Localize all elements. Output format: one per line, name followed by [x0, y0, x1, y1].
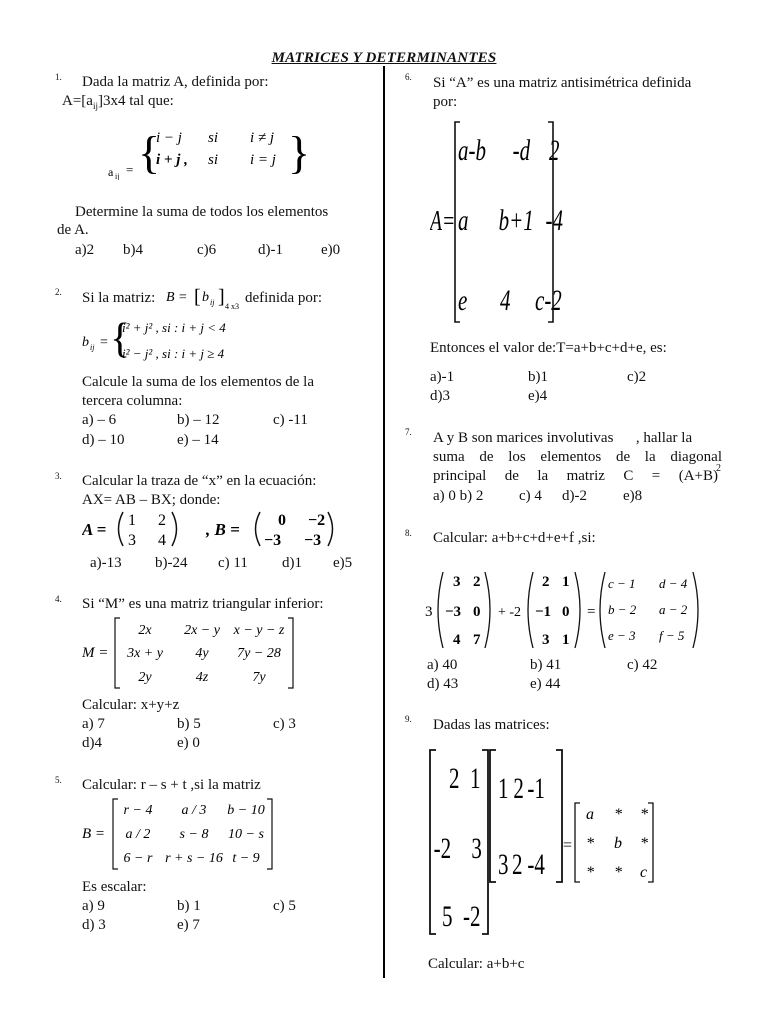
q3-matrices-a-b: [82, 508, 362, 550]
svg-text:A =: A =: [82, 520, 107, 539]
svg-text:−3: −3: [264, 532, 282, 549]
svg-text:0: 0: [562, 604, 570, 620]
svg-text:3: 3: [471, 831, 482, 865]
q5-number: 5.: [55, 775, 62, 785]
svg-text:1: 1: [128, 512, 136, 529]
svg-text:]: ]: [218, 286, 225, 308]
svg-text:i = j: i = j: [250, 152, 276, 168]
svg-text:si: si: [208, 130, 219, 146]
q1-opt-c: c)6: [197, 242, 217, 258]
svg-text:2: 2: [512, 847, 523, 881]
svg-text:−3: −3: [445, 604, 462, 620]
svg-text:r + s − 16: r + s − 16: [165, 851, 223, 866]
q6-opt-c: c)2: [627, 369, 647, 385]
svg-text:a: a: [458, 203, 469, 237]
q1-text1: Determine la suma de todos los elementos: [75, 204, 329, 220]
q5-opt-d: d) 3: [82, 917, 106, 933]
q2-opt-b: b) – 12: [177, 412, 220, 428]
svg-text:2: 2: [449, 761, 460, 795]
q3-line1: Calcular la traza de “x” en la ecuación:: [82, 473, 317, 489]
svg-text:B =: B =: [82, 826, 106, 842]
q5-matrix-b: [82, 796, 282, 872]
svg-text:b: b: [614, 835, 622, 852]
q4-opt-b: b) 5: [177, 716, 201, 732]
q1-text2: de A.: [57, 222, 89, 238]
q1-line1: Dada la matriz A, definida por:: [82, 74, 269, 90]
svg-text:{: {: [110, 316, 131, 362]
svg-text:=: =: [100, 335, 108, 350]
svg-text:t − 9: t − 9: [232, 851, 260, 866]
q7-exponent: 2: [716, 463, 721, 474]
svg-text:s − 8: s − 8: [179, 827, 209, 842]
q2-number: 2.: [55, 287, 62, 297]
q1-opt-a: a)2: [75, 242, 95, 258]
q2-piecewise-definition: [82, 314, 282, 368]
q6-opt-e: e)4: [528, 388, 548, 404]
svg-text:1: 1: [470, 761, 481, 795]
q9-line1: Dadas las matrices:: [433, 717, 550, 733]
svg-text:7y: 7y: [252, 670, 266, 685]
q7-opt-c: c) 4: [519, 488, 542, 504]
svg-text:a-b: a-b: [458, 133, 486, 167]
q6-matrix-a: [430, 118, 570, 328]
svg-text:2x: 2x: [138, 623, 152, 638]
svg-text:2: 2: [473, 574, 481, 590]
svg-text:b − 10: b − 10: [227, 803, 265, 818]
svg-text:1: 1: [498, 771, 509, 805]
svg-text:0: 0: [278, 512, 286, 529]
q4-opt-a: a) 7: [82, 716, 105, 732]
svg-text:*: *: [640, 806, 648, 823]
svg-text:b+1: b+1: [498, 203, 534, 237]
svg-text:2x − y: 2x − y: [184, 623, 220, 638]
q4-number: 4.: [55, 594, 62, 604]
svg-text:-4: -4: [527, 847, 545, 881]
q1-number: 1.: [55, 72, 62, 82]
svg-text:3: 3: [453, 574, 461, 590]
svg-text:7y − 28: 7y − 28: [237, 646, 281, 661]
q1-opt-d: d)-1: [258, 242, 283, 258]
q3-line2: AX= AB – BX; donde:: [82, 492, 221, 508]
q5-text: Es escalar:: [82, 879, 147, 895]
svg-text:c − 1: c − 1: [608, 576, 636, 591]
svg-text:ij: ij: [210, 298, 215, 307]
svg-text:4: 4: [500, 283, 511, 317]
q6-opt-a: a)-1: [430, 369, 455, 385]
q1-line2: $A=[a_{ij}]3x4$ tal que:: [62, 93, 174, 111]
svg-text:b: b: [82, 335, 89, 350]
q7-opt-ab: a) 0 b) 2: [433, 488, 484, 504]
q7-opt-e: e)8: [623, 488, 643, 504]
q6-opt-b: b)1: [528, 369, 548, 385]
svg-text:, B =: , B =: [206, 520, 240, 539]
q7-line1: A y B son marices involutivas , hallar la: [433, 430, 693, 446]
svg-text:e − 3: e − 3: [608, 628, 636, 643]
svg-text:x − y − z: x − y − z: [233, 623, 285, 638]
q4-calc: Calcular: x+y+z: [82, 697, 180, 713]
svg-text:f − 5: f − 5: [659, 628, 685, 643]
q5-opt-b: b) 1: [177, 898, 201, 914]
q2-matrix-b-def: [166, 284, 246, 312]
q2-text1: Calcule la suma de los elementos de la: [82, 374, 315, 390]
svg-text:4z: 4z: [195, 670, 209, 685]
q7-number: 7.: [405, 427, 412, 437]
svg-text:c: c: [640, 864, 648, 881]
q3-opt-d: d)1: [282, 555, 302, 571]
svg-text:*: *: [614, 806, 622, 823]
q8-opt-a: a) 40: [427, 657, 458, 673]
q4-opt-e: e) 0: [177, 735, 200, 751]
svg-text:2y: 2y: [138, 670, 152, 685]
svg-text:−3: −3: [304, 532, 322, 549]
q8-matrix-equation: [425, 568, 710, 652]
q9-number: 9.: [405, 714, 412, 724]
svg-text:-2: -2: [433, 831, 452, 865]
q3-opt-b: b)-24: [155, 555, 188, 571]
q3-opt-e: e)5: [333, 555, 353, 571]
q2-opt-a: a) – 6: [82, 412, 117, 428]
svg-text:=: =: [587, 604, 596, 620]
q4-opt-d: d)4: [82, 735, 102, 751]
svg-text:{: {: [138, 127, 161, 178]
svg-text:[: [: [194, 286, 201, 308]
svg-text:d − 4: d − 4: [659, 576, 688, 591]
q9-calc: Calcular: a+b+c: [428, 956, 525, 972]
svg-text:=: =: [126, 162, 134, 177]
q4-matrix-m: [82, 614, 302, 692]
q5-opt-a: a) 9: [82, 898, 105, 914]
svg-text:2: 2: [158, 512, 166, 529]
q1-opt-e: e)0: [321, 242, 341, 258]
q6-text: Entonces el valor de:T=a+b+c+d+e, es:: [430, 340, 667, 356]
svg-text:}: }: [288, 127, 311, 178]
svg-text:-1: -1: [527, 771, 545, 805]
svg-text:−2: −2: [308, 512, 326, 529]
svg-text:-4: -4: [545, 203, 563, 237]
q7-line2: suma de los elementos de la diagonal: [433, 449, 722, 465]
svg-text:si: si: [208, 152, 219, 168]
svg-text:3: 3: [425, 604, 433, 620]
svg-text:*: *: [586, 835, 594, 852]
q3-number: 3.: [55, 471, 62, 481]
svg-text:i² − j² , si : i + j ≥ 4: i² − j² , si : i + j ≥ 4: [122, 346, 225, 361]
svg-text:5: 5: [442, 899, 453, 933]
q8-line1: Calcular: a+b+c+d+e+f ,si:: [433, 530, 596, 546]
q2-opt-c: c) -11: [273, 412, 308, 428]
q5-opt-c: c) 5: [273, 898, 296, 914]
svg-text:*: *: [586, 864, 594, 881]
svg-text:a / 3: a / 3: [181, 803, 207, 818]
svg-text:*: *: [614, 864, 622, 881]
svg-text:*: *: [640, 835, 648, 852]
svg-text:b: b: [202, 290, 209, 305]
q3-opt-a: a)-13: [90, 555, 122, 571]
q1-aij: a: [108, 165, 114, 179]
svg-text:i² + j² , si : i + j < 4: i² + j² , si : i + j < 4: [122, 320, 226, 335]
svg-text:r − 4: r − 4: [123, 803, 153, 818]
q8-opt-c: c) 42: [627, 657, 658, 673]
svg-text:i ≠ j: i ≠ j: [250, 130, 275, 146]
svg-text:a: a: [586, 806, 594, 823]
q8-number: 8.: [405, 528, 412, 538]
svg-text:1: 1: [562, 632, 570, 648]
column-divider: [383, 66, 385, 978]
q1-opt-b: b)4: [123, 242, 143, 258]
svg-text:2: 2: [542, 574, 550, 590]
svg-text:M =: M =: [82, 645, 109, 661]
svg-text:7: 7: [473, 632, 481, 648]
svg-text:i + j ,: i + j ,: [156, 152, 188, 168]
svg-text:ij: ij: [90, 343, 95, 352]
svg-text:10 − s: 10 − s: [228, 827, 264, 842]
svg-text:a − 2: a − 2: [659, 602, 688, 617]
svg-text:4: 4: [158, 532, 166, 549]
svg-text:3: 3: [128, 532, 136, 549]
q8-opt-e: e) 44: [530, 676, 561, 692]
q6-line2: por:: [433, 94, 458, 110]
q4-opt-c: c) 3: [273, 716, 296, 732]
svg-text:2: 2: [513, 771, 524, 805]
svg-text:e: e: [458, 283, 468, 317]
q9-matrix-product: [428, 748, 663, 938]
q2-intro-rest: definida por:: [245, 290, 323, 306]
svg-text:+ -2: + -2: [498, 605, 522, 620]
q7-line3: principal de la matriz C = (A+B): [433, 468, 718, 484]
svg-text:3: 3: [542, 632, 550, 648]
q8-opt-b: b) 41: [530, 657, 562, 673]
q2-intro: Si la matriz:: [82, 290, 156, 306]
svg-text:B =: B =: [166, 290, 188, 305]
svg-text:=: =: [563, 837, 573, 854]
svg-text:4y: 4y: [195, 646, 209, 661]
svg-text:4 x3: 4 x3: [225, 302, 239, 311]
svg-text:6 − r: 6 − r: [123, 851, 153, 866]
svg-text:a / 2: a / 2: [125, 827, 151, 842]
q4-line1: Si “M” es una matriz triangular inferior:: [82, 596, 324, 612]
svg-text:−1: −1: [535, 604, 552, 620]
svg-text:3x + y: 3x + y: [127, 646, 163, 661]
q6-number: 6.: [405, 72, 412, 82]
q6-opt-d: d)3: [430, 388, 450, 404]
svg-text:0: 0: [473, 604, 481, 620]
svg-text:i − j: i − j: [156, 130, 182, 146]
q5-line1: Calcular: r – s + t ,si la matriz: [82, 777, 261, 793]
svg-text:2: 2: [549, 133, 560, 167]
q2-opt-e: e) – 14: [177, 432, 219, 448]
q2-text2: tercera columna:: [82, 393, 183, 409]
q7-opt-d: d)-2: [562, 488, 587, 504]
svg-text:c-2: c-2: [535, 283, 562, 317]
q8-opt-d: d) 43: [427, 676, 459, 692]
svg-text:-2: -2: [463, 899, 481, 933]
q3-opt-c: c) 11: [218, 555, 248, 571]
page-title: MATRICES Y DETERMINANTES: [271, 50, 497, 66]
svg-text:3: 3: [498, 847, 509, 881]
q6-line1: Si “A” es una matriz antisimétrica definida: [433, 75, 692, 91]
svg-text:ij: ij: [115, 172, 120, 180]
svg-text:b − 2: b − 2: [608, 602, 637, 617]
q1-piecewise-definition: [108, 124, 318, 180]
svg-text:4: 4: [453, 632, 461, 648]
q5-opt-e: e) 7: [177, 917, 200, 933]
svg-text:1: 1: [562, 574, 570, 590]
svg-text:-d: -d: [512, 133, 531, 167]
svg-text:A=: A=: [430, 205, 456, 237]
q2-opt-d: d) – 10: [82, 432, 125, 448]
